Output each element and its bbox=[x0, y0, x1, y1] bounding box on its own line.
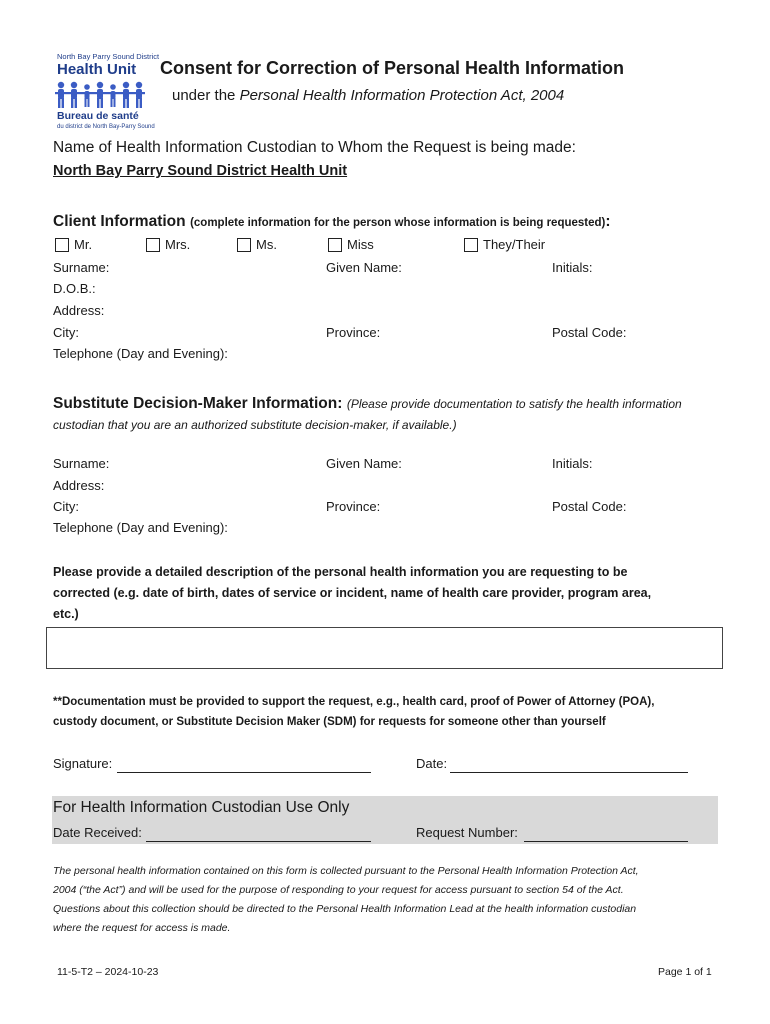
request-number-field[interactable] bbox=[524, 825, 688, 842]
label-mr: Mr. bbox=[74, 237, 93, 252]
documentation-note-line2: custody document, or Substitute Decision Maker (SDM) for requests for someone other than yourself bbox=[53, 716, 606, 728]
sdm-address-label: Address: bbox=[53, 478, 105, 493]
page-title: Consent for Correction of Personal Health Information bbox=[160, 58, 625, 78]
client-info-note: (complete information for the person whose information is being requested) bbox=[190, 217, 606, 229]
sdm-telephone-label: Telephone (Day and Evening): bbox=[53, 520, 228, 535]
date-received-field[interactable] bbox=[146, 825, 371, 842]
sdm-surname-label: Surname: bbox=[53, 456, 110, 471]
client-initials-label: Initials: bbox=[552, 260, 593, 275]
date-field[interactable] bbox=[450, 756, 688, 773]
checkbox-miss[interactable] bbox=[328, 238, 342, 252]
client-surname-label: Surname: bbox=[53, 260, 110, 275]
subtitle-prefix: under the bbox=[172, 87, 240, 104]
client-info-heading-row bbox=[53, 213, 611, 231]
logo-district-fr-text: du district de North Bay-Parry Sound bbox=[57, 124, 155, 130]
sdm-city-label: City: bbox=[53, 499, 79, 514]
privacy-note-line1: The personal health information contained on this form is collected pursuant to the Personal Health Information Protection Act, bbox=[53, 865, 639, 877]
office-use-heading: For Health Information Custodian Use Only bbox=[53, 799, 350, 816]
sdm-given-name-label: Given Name: bbox=[326, 456, 402, 471]
checkbox-ms[interactable] bbox=[237, 238, 251, 252]
request-number-label: Request Number: bbox=[416, 825, 518, 840]
custodian-label: Name of Health Information Custodian to Whom the Request is being made: bbox=[53, 139, 576, 156]
subtitle-act: Personal Health Information Protection Act, 2004 bbox=[239, 87, 565, 104]
checkbox-mrs[interactable] bbox=[146, 238, 160, 252]
client-postal-code-label: Postal Code: bbox=[552, 325, 627, 340]
sdm-province-label: Province: bbox=[326, 499, 381, 514]
label-miss: Miss bbox=[347, 237, 374, 252]
privacy-note bbox=[53, 862, 723, 938]
label-mrs: Mrs. bbox=[165, 237, 191, 252]
client-address-label: Address: bbox=[53, 303, 105, 318]
logo-health-unit-text: Health Unit bbox=[57, 61, 137, 78]
documentation-note-line1: **Documentation must be provided to support the request, e.g., health card, proof of Power of Attorney (POA), bbox=[53, 696, 655, 708]
people-icon bbox=[55, 81, 147, 109]
description-textbox[interactable] bbox=[46, 627, 723, 669]
sdm-note-line1: (Please provide documentation to satisfy the health information bbox=[346, 397, 682, 411]
client-province-label: Province: bbox=[326, 325, 381, 340]
description-line2: corrected (e.g. date of birth, dates of service or incident, name of health care provider, program area, bbox=[53, 586, 652, 600]
sdm-heading: Substitute Decision-Maker Information: bbox=[53, 395, 343, 412]
client-info-heading: Client Information bbox=[53, 213, 186, 230]
client-given-name-label: Given Name: bbox=[326, 260, 402, 275]
custodian-name: North Bay Parry Sound District Health Unit bbox=[53, 163, 348, 179]
description-line3: etc.) bbox=[53, 607, 79, 621]
client-dob-label: D.O.B.: bbox=[53, 281, 96, 296]
label-they-their: They/Their bbox=[483, 237, 546, 252]
signature-label: Signature: bbox=[53, 756, 113, 771]
sdm-note-line2: custodian that you are an authorized substitute decision-maker, if available.) bbox=[53, 418, 457, 432]
privacy-note-line3: Questions about this collection should be directed to the Personal Health Information Lead at the health information custodian bbox=[53, 903, 637, 915]
signature-field[interactable] bbox=[117, 756, 371, 773]
sdm-postal-code-label: Postal Code: bbox=[552, 499, 627, 514]
logo-bureau-text: Bureau de santé bbox=[57, 110, 139, 122]
form-code: 11-5-T2 – 2024-10-23 bbox=[57, 966, 159, 978]
date-received-label: Date Received: bbox=[53, 825, 142, 840]
page-subtitle bbox=[172, 87, 564, 104]
checkbox-they-their[interactable] bbox=[464, 238, 478, 252]
client-info-colon: : bbox=[605, 213, 611, 230]
health-unit-logo bbox=[55, 50, 160, 132]
logo-district-text: North Bay Parry Sound District bbox=[57, 52, 160, 61]
checkbox-mr[interactable] bbox=[55, 238, 69, 252]
date-label: Date: bbox=[416, 756, 448, 771]
description-line1: Please provide a detailed description of the personal health information you are requesting to be bbox=[53, 565, 628, 579]
privacy-note-line4: where the request for access is made. bbox=[53, 922, 231, 934]
privacy-note-line2: 2004 (“the Act”) and will be used for the purpose of responding to your request for access pursuant to section 54 of the Act. bbox=[53, 884, 624, 896]
page-number: Page 1 of 1 bbox=[658, 966, 712, 978]
client-city-label: City: bbox=[53, 325, 79, 340]
label-ms: Ms. bbox=[256, 237, 277, 252]
client-telephone-label: Telephone (Day and Evening): bbox=[53, 346, 228, 361]
sdm-heading-row bbox=[53, 395, 682, 413]
sdm-initials-label: Initials: bbox=[552, 456, 593, 471]
